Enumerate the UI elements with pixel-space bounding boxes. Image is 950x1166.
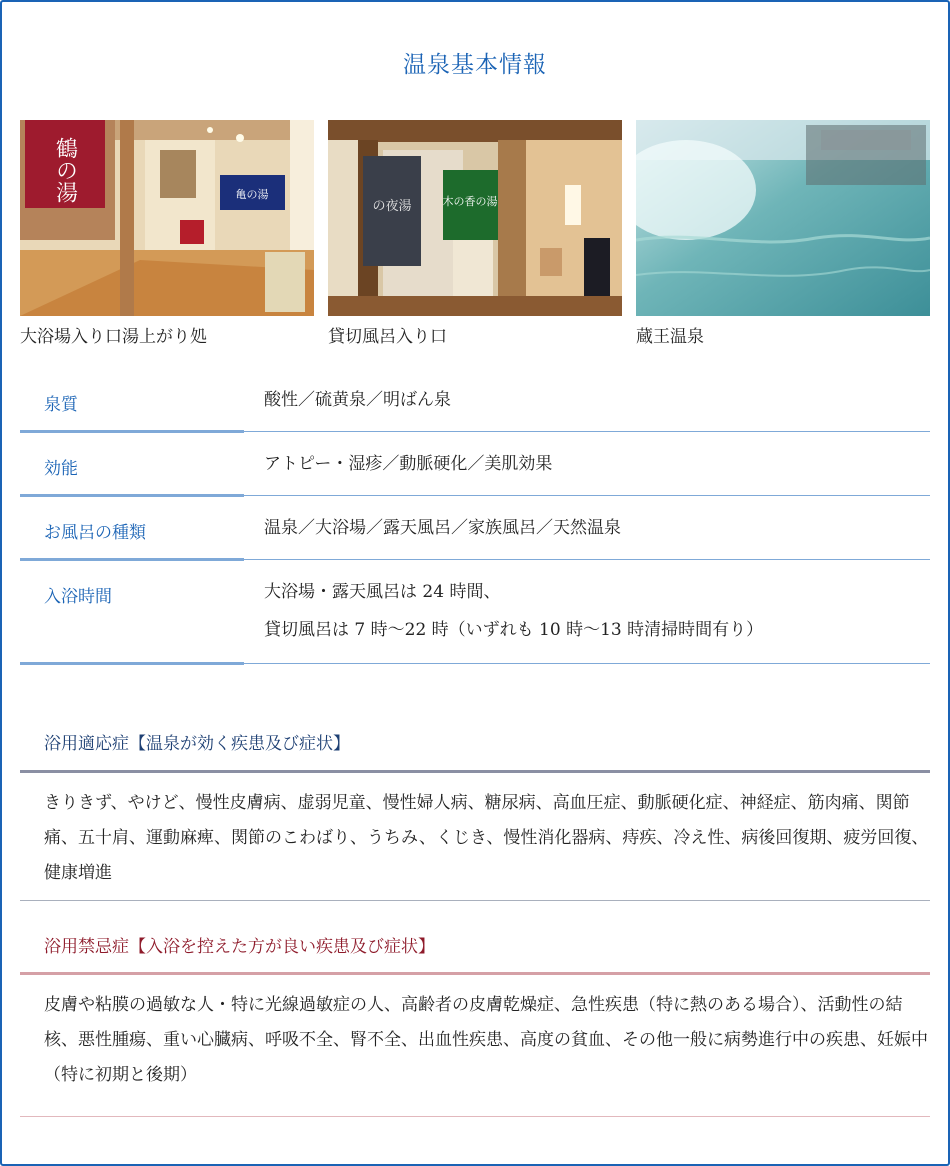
indications-body: きりきず、やけど、慢性皮膚病、虚弱児童、慢性婦人病、糖尿病、高血圧症、動脈硬化症、神経症、筋肉痛、関節痛、五十肩、運動麻痺、関節のこわばり、うちみ、くじき、慢性消化器病、痔疾、冷え性、病後回復期、疲労回復、健康増進 — [44, 793, 929, 883]
info-row-bath-types — [20, 498, 930, 562]
photo-zao-onsen — [636, 120, 930, 316]
svg-text:鶴の湯: 鶴の湯 — [52, 137, 78, 203]
info-row-bathing-hours — [20, 562, 930, 666]
info-value: 温泉／大浴場／露天風呂／家族風呂／天然温泉 — [264, 518, 621, 538]
info-label-divider — [20, 558, 244, 561]
info-label-divider — [20, 662, 244, 665]
info-row-efficacy — [20, 434, 930, 498]
info-value: 貸切風呂は 7 時〜22 時（いずれも 10 時〜13 時清掃時間有り） — [264, 620, 764, 640]
indications-heading: 浴用適応症【温泉が効く疾患及び症状】 — [44, 734, 350, 754]
photo-caption: 蔵王温泉 — [636, 327, 704, 347]
info-value: アトピー・湿疹／動脈硬化／美肌効果 — [264, 454, 553, 474]
info-label-divider — [20, 494, 244, 497]
svg-text:木の香の湯: 木の香の湯 — [442, 195, 498, 208]
info-label: お風呂の種類 — [44, 523, 146, 543]
photo-bath-entrance — [20, 120, 314, 316]
info-label-divider — [20, 430, 244, 433]
indications-divider — [20, 770, 930, 773]
page-title: 温泉基本情報 — [403, 52, 547, 78]
photo-caption: 貸切風呂入り口 — [328, 327, 447, 347]
contraindications-heading: 浴用禁忌症【入浴を控えた方が良い疾患及び症状】 — [44, 937, 435, 957]
svg-text:の夜湯: の夜湯 — [372, 199, 412, 214]
info-label: 入浴時間 — [44, 587, 112, 607]
indications-end-divider — [20, 900, 930, 901]
info-value: 大浴場・露天風呂は 24 時間、 — [264, 582, 501, 602]
contraindications-end-divider — [20, 1116, 930, 1117]
contraindications-body: 皮膚や粘膜の過敏な人・特に光線過敏症の人、高齢者の皮膚乾燥症、急性疾患（特に熱のある場合）、活動性の結核、悪性腫瘍、重い心臓病、呼吸不全、腎不全、出血性疾患、高度の貧血、その他一般に病勢進行中の疾患、妊娠中（特に初期と後期） — [44, 995, 928, 1085]
info-row-spring-quality — [20, 370, 930, 434]
contraindications-divider — [20, 972, 930, 975]
info-value: 酸性／硫黄泉／明ばん泉 — [264, 390, 451, 410]
photo-caption: 大浴場入り口湯上がり処 — [20, 327, 207, 347]
photo-private-bath-entrance — [328, 120, 622, 316]
svg-text:亀の湯: 亀の湯 — [235, 188, 269, 201]
info-label: 泉質 — [44, 395, 78, 415]
info-label: 効能 — [44, 459, 78, 479]
